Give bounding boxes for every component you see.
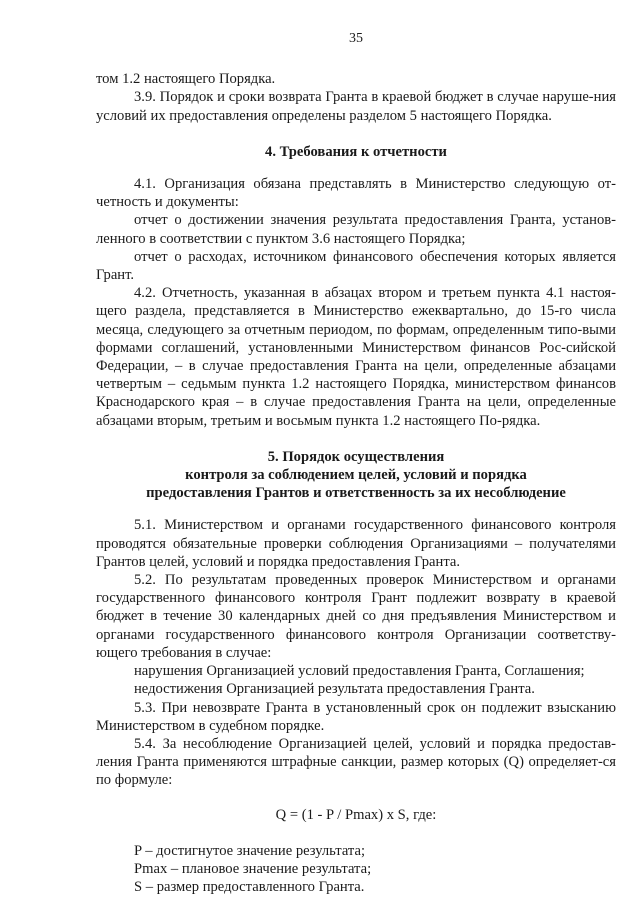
paragraph-3-9: 3.9. Порядок и сроки возврата Гранта в краевой бюджет в случае наруше-ния условий их предоставления определены разделом 5 настоящего Порядка. [96,89,616,124]
variable-pmax: Pmax – плановое значение результата; [134,860,372,877]
paragraph-4-2: 4.2. Отчетность, указанная в абзацах втором и третьем пункта 4.1 настоя-щего раздела, представляется в Министерство ежеквартально, до 15-го числа месяца, следующего за отчетным периодом, по формам, определенным типо-выми формами соглашений, установленными Министерством финансов Рос-сийской Федерации, – в случае предоставления Гранта на цели, определенные абзацами четвертым – седьмым пункта 1.2 настоящего Порядка, министерством финансов Краснодарского края – в случае предоставления Гранта на цели, определенные абзацами вторым, третьим и восьмым пункта 1.2 настоящего По-рядка. [96,285,616,429]
paragraph-5-4: 5.4. За несоблюдение Организацией целей, условий и порядка предостав-ления Гранта применяются штрафные санкции, размер которых (Q) определяет-ся по формуле: [96,735,616,789]
paragraph-5-1: 5.1. Министерством и органами государственного финансового контроля проводятся обязательные проверки соблюдения Организациями – получателями Грантов целей, условий и порядка предоставления Гранта. [96,517,616,570]
formula-variables [96,842,616,897]
section-5-title-line-2: контроля за соблюдением целей, условий и порядка [185,467,527,484]
paragraph-5-2: 5.2. По результатам проведенных проверок Министерством и органами государственного финансового контроля Грант подлежит возврату в краевой бюджет в течение 30 календарных дней со дня предъявления Министерством и органами государственного финансового контроля Организации соответству-ющего требования в случае: [96,572,616,661]
penalty-formula: Q = (1 - P / Pmax) x S, где: [275,806,437,823]
section-5-title [96,448,616,503]
paragraph-5-2-item-2: недостижения Организацией результата предоставления Гранта. [134,681,535,698]
paragraph-4-1-item-2: отчет о расходах, источником финансового обеспечения которых является Грант. [96,248,616,284]
paragraph-continuation: том 1.2 настоящего Порядка. [96,71,276,88]
variable-p: P – достигнутое значение результата; [134,842,366,859]
page-number: 35 [349,31,363,46]
paragraph-4-1-item-1: отчет о достижении значения результата предоставления Гранта, установ-ленного в соответствии с пунктом 3.6 настоящего Порядка; [96,212,616,247]
variable-s: S – размер предоставленного Гранта. [134,879,365,896]
section-5-title-line-3: предоставления Грантов и ответственность за их несоблюдение [146,485,566,502]
section-4-title: 4. Требования к отчетности [265,143,447,160]
paragraph-5-3: 5.3. При невозврате Гранта в установленный срок он подлежит взысканию Министерством в судебном порядке. [96,699,616,734]
section-5-title-line-1: 5. Порядок осуществления [267,448,445,465]
paragraph-5-2-item-1: нарушения Организацией условий предоставления Гранта, Соглашения; [134,663,585,680]
paragraph-4-1: 4.1. Организация обязана представлять в Министерство следующую от-четность и документы: [96,176,616,211]
